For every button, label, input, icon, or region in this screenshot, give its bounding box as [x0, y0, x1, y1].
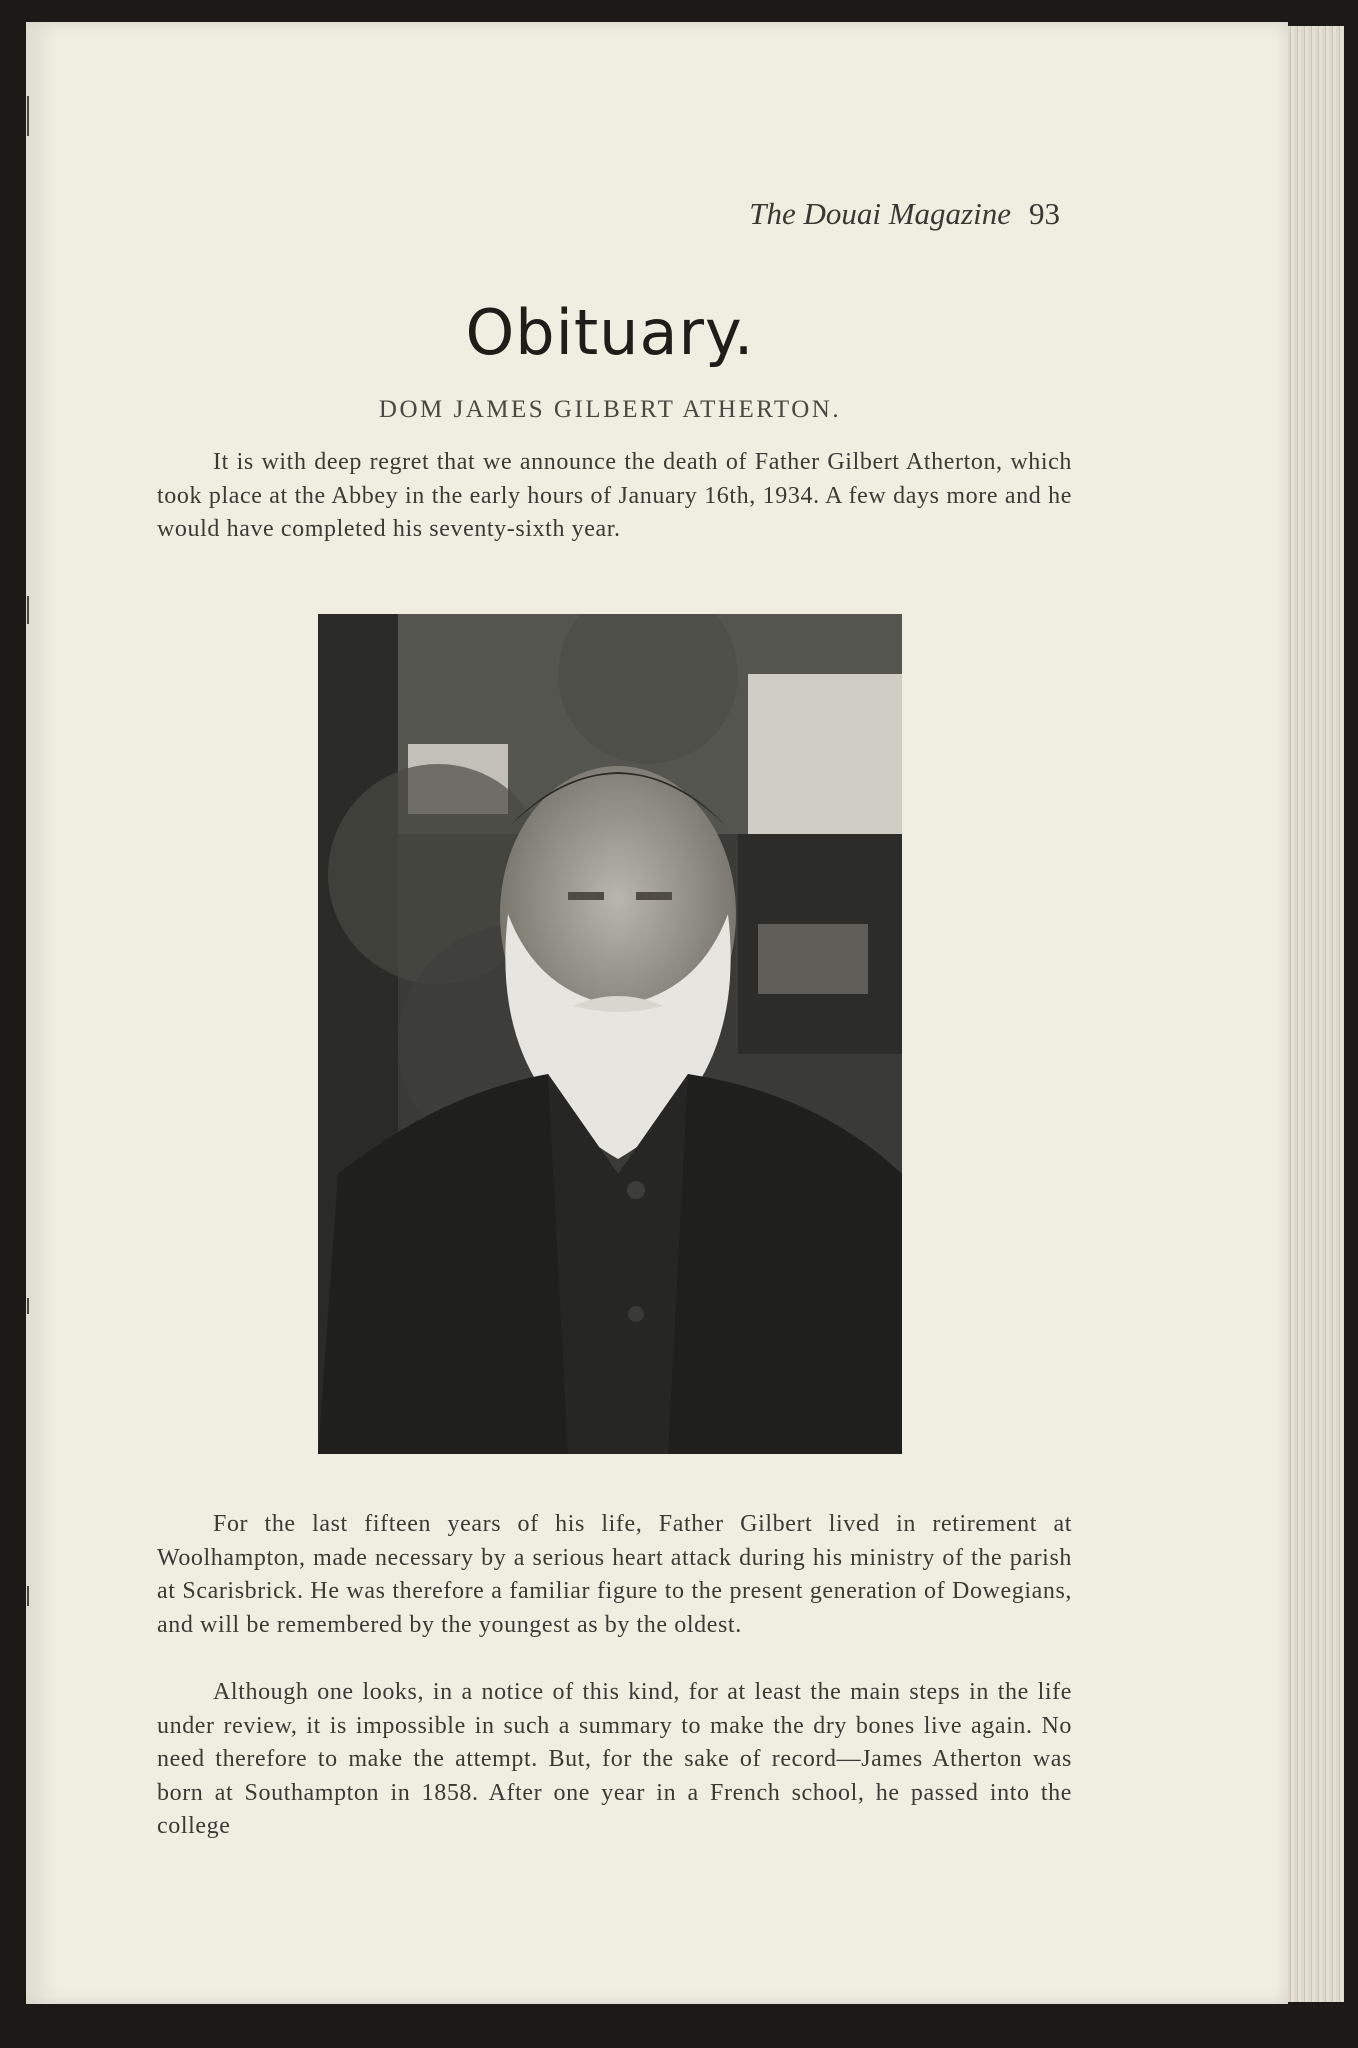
gutter-mark: [27, 1586, 29, 1606]
article-subheading: DOM JAMES GILBERT ATHERTON.: [378, 396, 842, 423]
paragraph-biography: Although one looks, in a notice of this kind, for at least the main steps in the life under review, it is impossible in such a summary to make the dry bones live again. No need therefore to make the attempt. But, for the sake of record—James Atherton was born at Southampton in 1858. After one year in a French school, he passed into the college: [157, 1679, 1072, 1840]
gutter-mark: [27, 596, 29, 624]
magazine-title: The Douai Magazine: [749, 196, 1011, 231]
gutter-mark: [27, 1298, 29, 1314]
portrait-photograph-icon: [318, 614, 902, 1454]
paragraph-retirement: For the last fifteen years of his life, Father Gilbert lived in retirement at Woolhampton, made necessary by a serious heart attack during his ministry of the parish at Scarisbrick. He was therefore a familiar figure to the present generation of Dowegians, and will be remembered by the youngest as by the oldest.: [157, 1511, 1072, 1638]
article-heading: Obituary.: [465, 296, 755, 369]
page-number: 93: [1029, 196, 1060, 231]
portrait-photo: [318, 614, 902, 1454]
gutter-mark: [27, 96, 29, 136]
book-page-edges: [1280, 26, 1344, 2002]
paragraph-intro: It is with deep regret that we announce the death of Father Gilbert Atherton, which took place at the Abbey in the early hours of January 16th, 1934. A few days more and he would have completed his seventy-sixth year.: [157, 449, 1072, 543]
running-head: [640, 196, 1060, 232]
